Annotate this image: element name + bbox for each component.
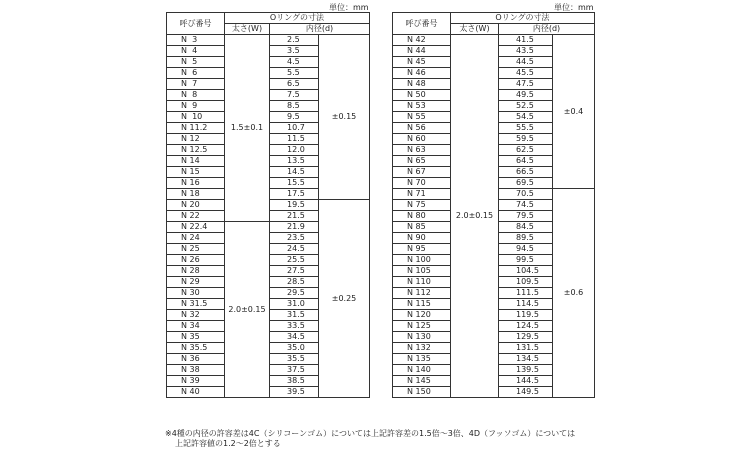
nominal-cell: N 18 <box>167 189 225 200</box>
thickness-header: 太さ(W) <box>225 24 270 35</box>
nominal-cell: N 30 <box>167 288 225 299</box>
diameter-cell: 7.5 <box>270 90 319 101</box>
nominal-cell: N 45 <box>393 57 451 68</box>
nominal-cell: N 125 <box>393 321 451 332</box>
diameter-cell: 47.5 <box>499 79 553 90</box>
nominal-cell: N 4 <box>167 46 225 57</box>
diameter-cell: 13.5 <box>270 156 319 167</box>
diameter-cell: 69.5 <box>499 178 553 189</box>
nominal-cell: N 150 <box>393 387 451 398</box>
nominal-cell: N 8 <box>167 90 225 101</box>
tolerance-cell: ±0.6 <box>553 189 595 398</box>
thickness-cell: 1.5±0.1 <box>225 35 270 222</box>
nominal-cell: N 130 <box>393 332 451 343</box>
diameter-cell: 74.5 <box>499 200 553 211</box>
diameter-cell: 24.5 <box>270 244 319 255</box>
nominal-cell: N 65 <box>393 156 451 167</box>
diameter-cell: 66.5 <box>499 167 553 178</box>
nominal-cell: N 48 <box>393 79 451 90</box>
unit-label-left: 単位：mm <box>329 3 369 12</box>
nominal-cell: N 63 <box>393 145 451 156</box>
diameter-cell: 37.5 <box>270 365 319 376</box>
thickness-cell: 2.0±0.15 <box>451 35 499 398</box>
tolerance-cell: ±0.4 <box>553 35 595 189</box>
nominal-cell: N 6 <box>167 68 225 79</box>
diameter-cell: 33.5 <box>270 321 319 332</box>
nominal-cell: N 100 <box>393 255 451 266</box>
table-row <box>167 35 370 46</box>
nominal-cell: N 11.2 <box>167 123 225 134</box>
diameter-cell: 25.5 <box>270 255 319 266</box>
diameter-cell: 17.5 <box>270 189 319 200</box>
diameter-cell: 114.5 <box>499 299 553 310</box>
diameter-cell: 134.5 <box>499 354 553 365</box>
nominal-cell: N 132 <box>393 343 451 354</box>
inner-diameter-header: 内径(d) <box>499 24 595 35</box>
tolerance-cell: ±0.25 <box>319 200 370 398</box>
thickness-cell: 2.0±0.15 <box>225 222 270 398</box>
nominal-cell: N 71 <box>393 189 451 200</box>
nominal-cell: N 35.5 <box>167 343 225 354</box>
nominal-cell: N 46 <box>393 68 451 79</box>
tolerance-cell: ±0.15 <box>319 35 370 200</box>
diameter-cell: 2.5 <box>270 35 319 46</box>
oring-size-header: Oリングの寸法 <box>225 13 370 24</box>
diameter-cell: 34.5 <box>270 332 319 343</box>
diameter-cell: 14.5 <box>270 167 319 178</box>
nominal-cell: N 31.5 <box>167 299 225 310</box>
nominal-cell: N 95 <box>393 244 451 255</box>
diameter-cell: 41.5 <box>499 35 553 46</box>
diameter-cell: 21.5 <box>270 211 319 222</box>
nominal-cell: N 22.4 <box>167 222 225 233</box>
diameter-cell: 54.5 <box>499 112 553 123</box>
nominal-cell: N 85 <box>393 222 451 233</box>
diameter-cell: 104.5 <box>499 266 553 277</box>
nominal-cell: N 53 <box>393 101 451 112</box>
nominal-cell: N 7 <box>167 79 225 90</box>
nominal-cell: N 38 <box>167 365 225 376</box>
nominal-cell: N 24 <box>167 233 225 244</box>
nominal-cell: N 35 <box>167 332 225 343</box>
nominal-cell: N 42 <box>393 35 451 46</box>
nominal-cell: N 5 <box>167 57 225 68</box>
diameter-cell: 15.5 <box>270 178 319 189</box>
diameter-cell: 79.5 <box>499 211 553 222</box>
diameter-cell: 94.5 <box>499 244 553 255</box>
inner-diameter-header: 内径(d) <box>270 24 370 35</box>
diameter-cell: 99.5 <box>499 255 553 266</box>
nominal-cell: N 135 <box>393 354 451 365</box>
nominal-cell: N 67 <box>393 167 451 178</box>
oring-size-header: Oリングの寸法 <box>451 13 595 24</box>
diameter-cell: 131.5 <box>499 343 553 354</box>
nominal-header: 呼び番号 <box>167 13 225 35</box>
diameter-cell: 62.5 <box>499 145 553 156</box>
nominal-cell: N 29 <box>167 277 225 288</box>
diameter-cell: 8.5 <box>270 101 319 112</box>
nominal-cell: N 120 <box>393 310 451 321</box>
nominal-cell: N 9 <box>167 101 225 112</box>
diameter-cell: 139.5 <box>499 365 553 376</box>
diameter-cell: 5.5 <box>270 68 319 79</box>
nominal-cell: N 39 <box>167 376 225 387</box>
diameter-cell: 55.5 <box>499 123 553 134</box>
nominal-cell: N 26 <box>167 255 225 266</box>
diameter-cell: 43.5 <box>499 46 553 57</box>
nominal-cell: N 115 <box>393 299 451 310</box>
nominal-cell: N 70 <box>393 178 451 189</box>
diameter-cell: 39.5 <box>270 387 319 398</box>
nominal-cell: N 3 <box>167 35 225 46</box>
nominal-cell: N 34 <box>167 321 225 332</box>
diameter-cell: 3.5 <box>270 46 319 57</box>
nominal-cell: N 20 <box>167 200 225 211</box>
diameter-cell: 23.5 <box>270 233 319 244</box>
nominal-cell: N 40 <box>167 387 225 398</box>
diameter-cell: 19.5 <box>270 200 319 211</box>
diameter-cell: 11.5 <box>270 134 319 145</box>
diameter-cell: 70.5 <box>499 189 553 200</box>
diameter-cell: 21.9 <box>270 222 319 233</box>
footnote-line-2: 上記許容値の1.2～2倍とする <box>175 439 281 448</box>
nominal-cell: N 10 <box>167 112 225 123</box>
diameter-cell: 28.5 <box>270 277 319 288</box>
diameter-cell: 9.5 <box>270 112 319 123</box>
diameter-cell: 52.5 <box>499 101 553 112</box>
diameter-cell: 49.5 <box>499 90 553 101</box>
thickness-header: 太さ(W) <box>451 24 499 35</box>
nominal-cell: N 55 <box>393 112 451 123</box>
nominal-cell: N 28 <box>167 266 225 277</box>
nominal-cell: N 75 <box>393 200 451 211</box>
nominal-cell: N 12 <box>167 134 225 145</box>
diameter-cell: 4.5 <box>270 57 319 68</box>
nominal-cell: N 25 <box>167 244 225 255</box>
nominal-cell: N 32 <box>167 310 225 321</box>
nominal-cell: N 60 <box>393 134 451 145</box>
diameter-cell: 144.5 <box>499 376 553 387</box>
nominal-cell: N 56 <box>393 123 451 134</box>
oring-table-left <box>166 12 370 398</box>
nominal-cell: N 36 <box>167 354 225 365</box>
nominal-cell: N 16 <box>167 178 225 189</box>
diameter-cell: 129.5 <box>499 332 553 343</box>
nominal-cell: N 140 <box>393 365 451 376</box>
nominal-cell: N 50 <box>393 90 451 101</box>
diameter-cell: 124.5 <box>499 321 553 332</box>
diameter-cell: 119.5 <box>499 310 553 321</box>
diameter-cell: 84.5 <box>499 222 553 233</box>
header-row <box>393 13 595 24</box>
diameter-cell: 6.5 <box>270 79 319 90</box>
diameter-cell: 89.5 <box>499 233 553 244</box>
diameter-cell: 59.5 <box>499 134 553 145</box>
diameter-cell: 29.5 <box>270 288 319 299</box>
nominal-cell: N 110 <box>393 277 451 288</box>
unit-label-right: 単位：mm <box>554 3 594 12</box>
nominal-cell: N 44 <box>393 46 451 57</box>
footnote-line-1: ※4種の内径の許容差は4C（シリコーンゴム）については上記許容差の1.5倍～3倍、4D（フッソゴム）については <box>165 429 576 438</box>
diameter-cell: 45.5 <box>499 68 553 79</box>
nominal-cell: N 105 <box>393 266 451 277</box>
diameter-cell: 10.7 <box>270 123 319 134</box>
diameter-cell: 109.5 <box>499 277 553 288</box>
nominal-cell: N 22 <box>167 211 225 222</box>
table-row <box>393 35 595 46</box>
diameter-cell: 111.5 <box>499 288 553 299</box>
diameter-cell: 64.5 <box>499 156 553 167</box>
nominal-cell: N 112 <box>393 288 451 299</box>
diameter-cell: 12.0 <box>270 145 319 156</box>
diameter-cell: 31.5 <box>270 310 319 321</box>
footnote <box>165 429 575 449</box>
diameter-cell: 27.5 <box>270 266 319 277</box>
nominal-cell: N 15 <box>167 167 225 178</box>
diameter-cell: 149.5 <box>499 387 553 398</box>
diameter-cell: 44.5 <box>499 57 553 68</box>
nominal-cell: N 145 <box>393 376 451 387</box>
nominal-cell: N 90 <box>393 233 451 244</box>
diameter-cell: 31.0 <box>270 299 319 310</box>
nominal-cell: N 14 <box>167 156 225 167</box>
oring-table-right <box>392 12 595 398</box>
diameter-cell: 38.5 <box>270 376 319 387</box>
nominal-cell: N 80 <box>393 211 451 222</box>
header-row <box>167 13 370 24</box>
diameter-cell: 35.5 <box>270 354 319 365</box>
diameter-cell: 35.0 <box>270 343 319 354</box>
nominal-header: 呼び番号 <box>393 13 451 35</box>
nominal-cell: N 12.5 <box>167 145 225 156</box>
